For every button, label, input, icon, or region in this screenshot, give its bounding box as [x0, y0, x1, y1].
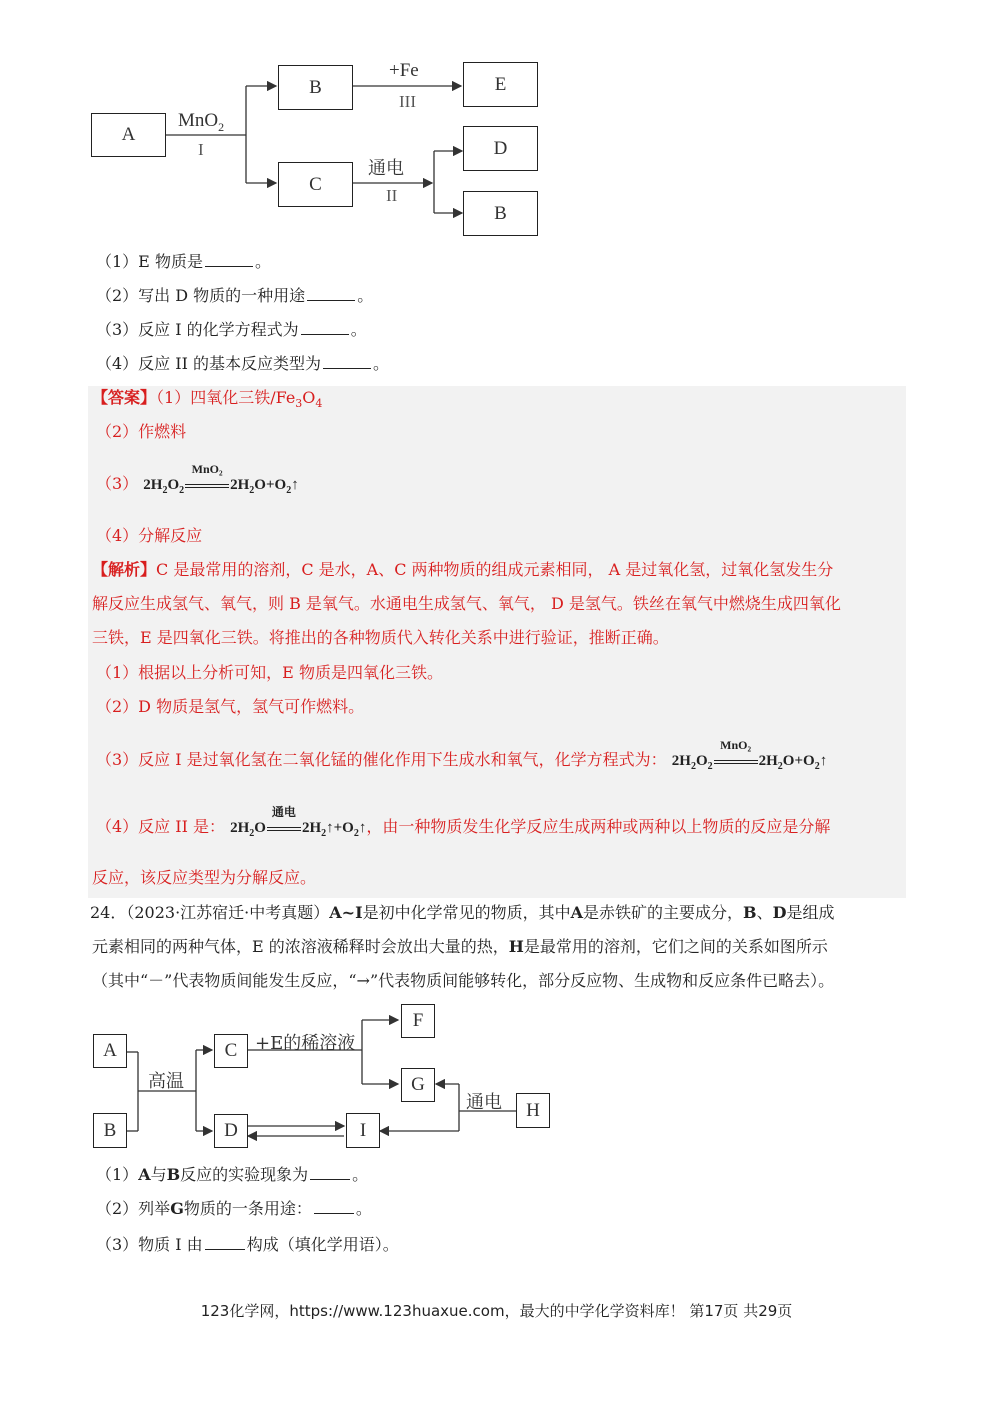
box2-d: D — [214, 1114, 248, 1148]
high-temp-label: 高温 — [148, 1071, 184, 1092]
step-1-label: I — [198, 140, 204, 159]
box2-f: F — [401, 1004, 435, 1038]
q24-line-3: （其中“－”代表物质间能发生反应，“→”代表物质间能够转化，部分反应物、生成物和反应条件已略去）。 — [92, 971, 835, 990]
answer-4: （4）分解反应 — [96, 526, 203, 545]
electrolysis-label-2: 通电 — [466, 1092, 502, 1113]
equation-h2o2: $2H_2O_2$ MnO₂ $2H_2O+O_2↑$ — [143, 462, 299, 496]
analysis-p3: （3）反应 I 是过氧化氢在二氧化锰的催化作用下生成水和氧气，化学方程式为： $2H_2O_2$ MnO₂ $2H_2O+O_2↑$ — [96, 738, 828, 772]
box2-g: G — [401, 1068, 435, 1102]
question-2-1: （1）A与B反应的实验现象为 。 — [96, 1165, 369, 1184]
box2-h: H — [516, 1093, 550, 1128]
box-b-2: B — [463, 191, 538, 236]
analysis-line-3: 三铁，E 是四氧化三铁。将推出的各种物质代入转化关系中进行验证，推断正确。 — [92, 628, 669, 647]
equation-h2o2-2: $2H_2O_2$ MnO₂ $2H_2O+O_2↑$ — [671, 738, 828, 772]
question-1-3: （3）反应 I 的化学方程式为 。 — [96, 320, 367, 339]
question-2-3: （3）物质 I 由 构成（填化学用语）。 — [96, 1235, 399, 1254]
question-1-2: （2）写出 D 物质的一种用途 。 — [96, 286, 374, 305]
question-1-1: （1）E 物质是 。 — [96, 252, 271, 271]
q24-line-1: 24．（2023·江苏宿迁·中考真题）A~I是初中化学常见的物质，其中A是赤铁矿的主要成分，B、D是组成 — [90, 903, 835, 922]
page-footer: 123化学网，https://www.123huaxue.com，最大的中学化学资料库！ 第17页 共29页 — [200, 1302, 793, 1320]
e-solution-label: +E的稀溶液 — [255, 1033, 356, 1054]
box2-i: I — [346, 1113, 380, 1148]
box2-b: B — [93, 1113, 127, 1148]
answer-1: 【答案】（1）四氧化三铁$/Fe_3O_4$ — [92, 388, 323, 411]
step-3-label: III — [399, 92, 416, 111]
catalyst-label: MnO$_2$ — [178, 110, 225, 134]
answer-3: （3） $2H_2O_2$ MnO₂ $2H_2O+O_2↑$ — [96, 462, 299, 496]
fe-label: +Fe — [389, 60, 419, 81]
box2-c: C — [214, 1034, 248, 1068]
electrolysis-label: 通电 — [368, 158, 404, 179]
question-2-2: （2）列举G物质的一条用途： 。 — [96, 1199, 372, 1218]
box-d: D — [463, 126, 538, 171]
answer-2: （2）作燃料 — [96, 422, 187, 441]
box-c: C — [278, 162, 353, 207]
question-1-4: （4）反应 II 的基本反应类型为 。 — [96, 354, 390, 373]
analysis-p4-cont: 反应，该反应类型为分解反应。 — [92, 868, 317, 887]
q24-line-2: 元素相同的两种气体，E 的浓溶液稀释时会放出大量的热，H是最常用的溶剂，它们之间的关系如图所示 — [92, 937, 828, 956]
box2-a: A — [93, 1034, 127, 1068]
box-b: B — [278, 65, 353, 110]
analysis-p2: （2）D 物质是氢气，氢气可作燃料。 — [96, 697, 365, 716]
equation-h2o: $2H_2O$ 通电 $2H_2↑+O_2↑$ — [230, 805, 367, 839]
step-2-label: II — [386, 186, 398, 205]
analysis-line-2: 解反应生成氢气、氧气，则 B 是氧气。水通电生成氢气、氧气， D 是氢气。铁丝在氧气中燃烧生成四氧化 — [92, 594, 841, 613]
box-e: E — [463, 62, 538, 107]
box-a: A — [91, 113, 166, 157]
analysis-p4: （4）反应 II 是： $2H_2O$ 通电 $2H_2↑+O_2↑$，由一种物质发生化学反应生成两种或两种以上物质的反应是分解 — [96, 805, 831, 839]
analysis-line-1: 【解析】C 是最常用的溶剂，C 是水，A、C 两种物质的组成元素相同， A 是过氧化氢，过氧化氢发生分 — [92, 560, 834, 579]
analysis-p1: （1）根据以上分析可知，E 物质是四氧化三铁。 — [96, 663, 443, 682]
